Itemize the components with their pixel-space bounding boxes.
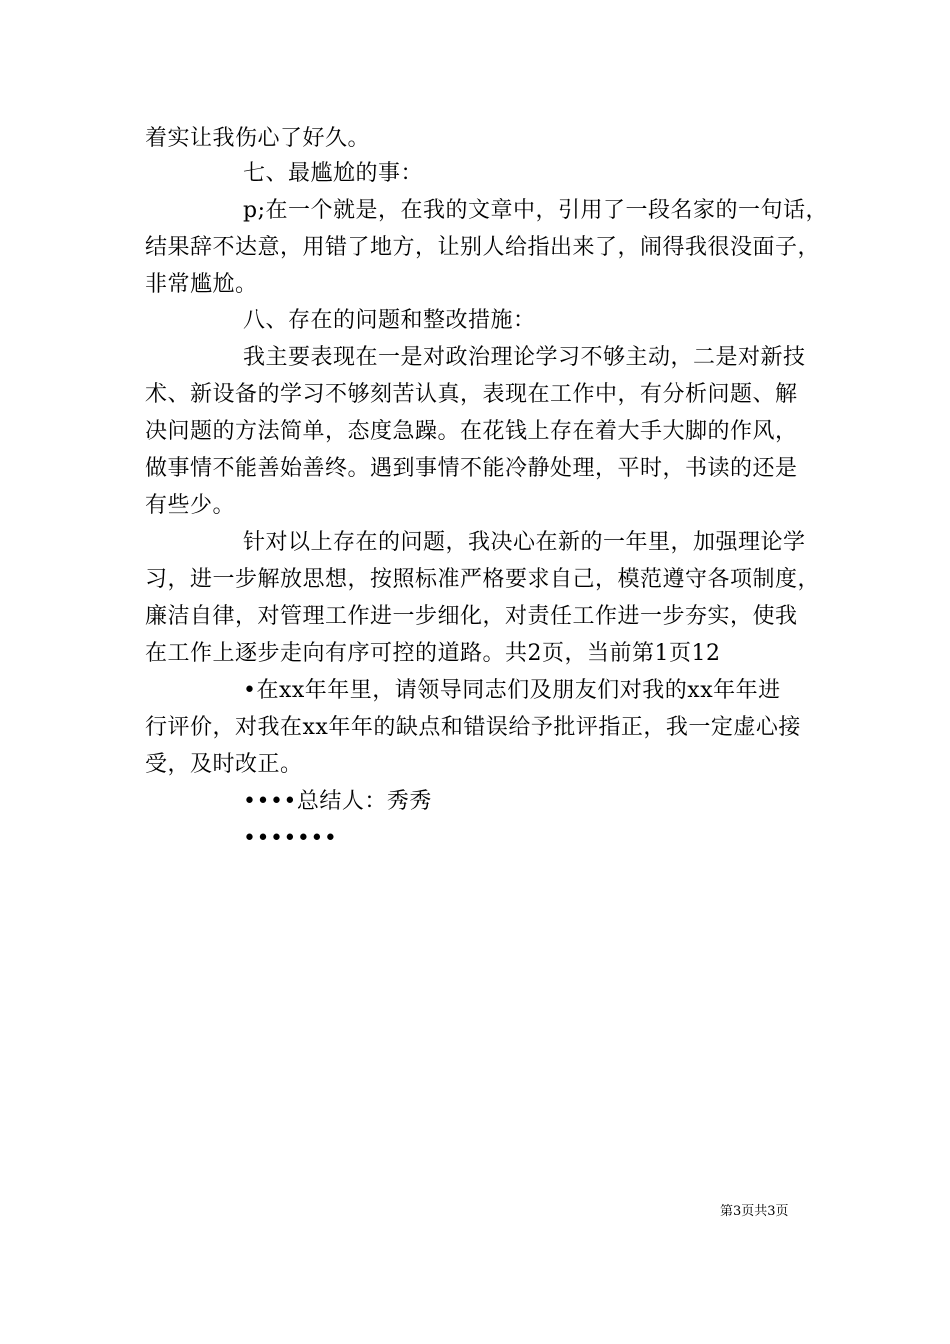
section-heading: 七、最尴尬的事： <box>243 161 424 186</box>
paragraph-line: 结果辞不达意，用错了地方，让别人给指出来了，闹得我很没面子， <box>145 235 821 260</box>
paragraph-line: 行评价，对我在xx年年的缺点和错误给予批评指正，我一定虚心接 <box>145 715 801 740</box>
signature-line: ••••总结人：秀秀 <box>243 789 432 814</box>
paragraph-line: 着实让我伤心了好久。 <box>145 126 371 151</box>
paragraph-line: 廉洁自律，对管理工作进一步细化，对责任工作进一步夯实，使我 <box>145 604 798 629</box>
paragraph-line: 有些少。 <box>145 493 236 518</box>
paragraph-line: 决问题的方法简单，态度急躁。在花钱上存在着大手大脚的作风， <box>145 419 798 444</box>
paragraph-line: 非常尴尬。 <box>145 272 258 297</box>
paragraph-line: 习，进一步解放思想，按照标准严格要求自己，模范遵守各项制度， <box>145 567 821 592</box>
bullet-line: ••••••• <box>243 826 338 851</box>
paragraph-line: 针对以上存在的问题，我决心在新的一年里，加强理论学 <box>243 530 806 555</box>
paragraph-line: 在工作上逐步走向有序可控的道路。共2页，当前第1页12 <box>145 641 721 666</box>
paragraph-line: 受，及时改正。 <box>145 752 303 777</box>
paragraph-line: 做事情不能善始善终。遇到事情不能冷静处理，平时，书读的还是 <box>145 456 798 481</box>
page-number-footer: 第3页共3页 <box>720 1204 789 1219</box>
paragraph-line: •在xx年年里，请领导同志们及朋友们对我的xx年年进 <box>243 678 781 703</box>
section-heading: 八、存在的问题和整改措施： <box>243 308 536 333</box>
paragraph-line: 我主要表现在一是对政治理论学习不够主动，二是对新技 <box>243 345 806 370</box>
paragraph-line: p;在一个就是，在我的文章中，引用了一段名家的一句话， <box>243 198 828 223</box>
paragraph-line: 术、新设备的学习不够刻苦认真，表现在工作中，有分析问题、解 <box>145 382 798 407</box>
